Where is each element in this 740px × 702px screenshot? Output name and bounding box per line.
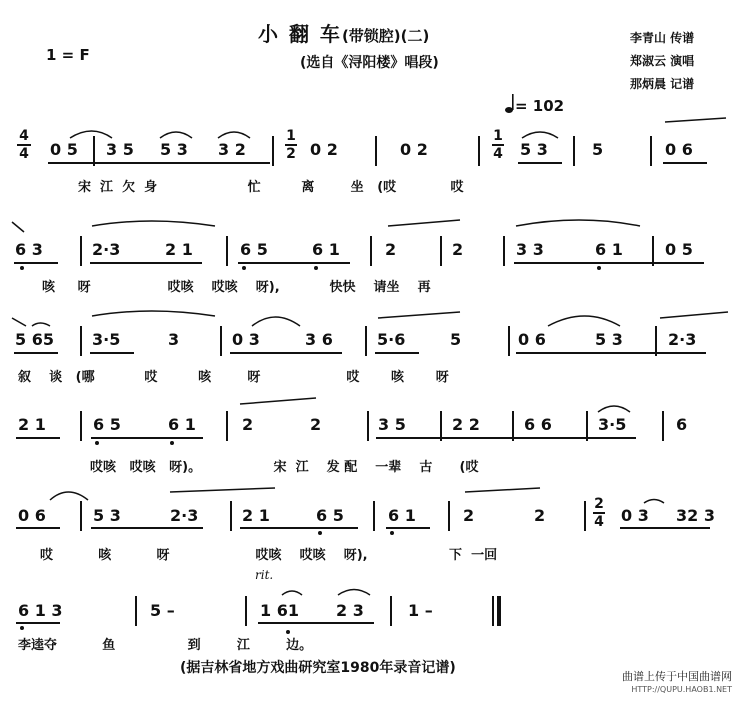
watermark-url: HTTP://QUPU.HAOB1.NET	[631, 685, 732, 694]
note-group: 3 5	[106, 140, 134, 159]
slur	[92, 311, 215, 316]
lyrics-line: 咳 呀 哎咳 哎咳 呀), 快快 请坐 再	[42, 280, 431, 295]
note-group: 0 6	[18, 506, 46, 525]
slur	[92, 221, 215, 226]
note-group: 3 5	[378, 415, 406, 434]
note-group: 2·3	[668, 330, 697, 349]
lyrics-line: 宋 江 欠 身 忙 离 坐 (哎 哎	[78, 180, 464, 195]
slur	[252, 317, 300, 326]
time-signature: 4 4	[17, 129, 31, 161]
note-group: 6 1	[595, 240, 623, 259]
tie	[378, 312, 460, 318]
slur	[548, 316, 620, 326]
slur	[160, 132, 192, 138]
note-group: 3 2	[218, 140, 246, 159]
slur	[282, 591, 302, 595]
note-group: 2	[534, 506, 546, 525]
tempo-rit: rit.	[255, 568, 274, 582]
credit-line: 郑淑云 演唱	[630, 54, 695, 68]
time-signature: 2 4	[594, 496, 604, 530]
note-group: 2 1	[165, 240, 193, 259]
tie	[12, 318, 26, 326]
lyrics-line: 叙 谈 (哪 哎 咳 呀 哎 咳 呀	[18, 370, 449, 385]
note-group: 2	[310, 415, 322, 434]
note-group: 0 5	[665, 240, 693, 259]
note-group: 2·3	[92, 240, 121, 259]
subtitle: (选自《浔阳楼》唱段)	[300, 55, 439, 71]
note-group: 5 3	[520, 140, 548, 159]
note-group: 0 2	[310, 140, 338, 159]
note-group: 6 5	[93, 415, 121, 434]
note-group: 5	[592, 140, 604, 159]
slur	[32, 323, 50, 326]
tie	[388, 220, 460, 226]
credit-line: 那炳晨 记谱	[630, 77, 695, 91]
note-group: 6 3	[15, 240, 43, 259]
credit-line: 李青山 传谱	[630, 31, 695, 45]
note-group: 0 6	[518, 330, 546, 349]
lyrics-line: 李逵夺 鱼 到 江 边。	[18, 638, 313, 653]
note-group: 5 3	[93, 506, 121, 525]
slur	[644, 500, 664, 504]
note-group: 0 6	[665, 140, 693, 159]
note-group: 1 61	[260, 601, 299, 620]
source-note: (据吉林省地方戏曲研究室1980年录音记谱)	[180, 660, 456, 676]
time-signature: 1 2	[286, 128, 296, 162]
note-group: 6 5	[316, 506, 344, 525]
watermark-text: 曲谱上传于中国曲谱网	[622, 670, 732, 683]
watermark	[622, 670, 732, 696]
note-group: 5 3	[595, 330, 623, 349]
time-signature: 1 4	[493, 128, 503, 162]
note-group: 3·5	[598, 415, 627, 434]
note-group: 2 1	[242, 506, 270, 525]
note-group: 2	[463, 506, 475, 525]
note-group: 6	[676, 415, 688, 434]
lyrics-line: 哎 咳 呀 哎咳 哎咳 呀), 下 一回	[40, 548, 498, 563]
note-group: 5 3	[160, 140, 188, 159]
slur	[218, 132, 250, 138]
note-group: 6 6	[524, 415, 552, 434]
tie	[465, 488, 540, 492]
tie	[660, 312, 728, 318]
note-group: 6 5	[240, 240, 268, 259]
note-group: 2	[242, 415, 254, 434]
note-group: 2 2	[452, 415, 480, 434]
note-group: 3·5	[92, 330, 121, 349]
note-group: 3 3	[516, 240, 544, 259]
note-group: 0 3	[621, 506, 649, 525]
note-group: 5 65	[15, 330, 54, 349]
note-group: 5	[450, 330, 462, 349]
tie	[665, 118, 726, 122]
title-suffix: (带锁腔)(二)	[341, 27, 430, 45]
note-group: 0 2	[400, 140, 428, 159]
note-group: 2 1	[18, 415, 46, 434]
lyrics-line: 哎咳 哎咳 呀)。 宋 江 发 配 一辈 古 (哎	[90, 460, 479, 475]
slur	[516, 220, 640, 226]
slur	[598, 406, 630, 412]
slur	[338, 590, 370, 596]
note-group: 2·3	[170, 506, 199, 525]
note-group: 6 1 3	[18, 601, 63, 620]
tie	[170, 488, 275, 492]
tie	[240, 398, 316, 404]
note-group: 32 3	[676, 506, 715, 525]
slur	[70, 131, 112, 138]
note-group: 3	[168, 330, 180, 349]
slur	[522, 132, 558, 138]
key-signature: 1 = F	[46, 46, 90, 64]
note-group: 3 6	[305, 330, 333, 349]
note-group: 1 –	[408, 601, 433, 620]
note-group: 2	[452, 240, 464, 259]
slur	[50, 492, 88, 500]
tie	[12, 222, 24, 232]
note-group: 5 –	[150, 601, 175, 620]
note-group: 2	[385, 240, 397, 259]
note-group: 2 3	[336, 601, 364, 620]
note-group: 6 1	[312, 240, 340, 259]
tempo-value: = 102	[515, 97, 565, 115]
note-group: 0 3	[232, 330, 260, 349]
title-text: 小 翻 车	[258, 22, 342, 46]
note-group: 6 1	[168, 415, 196, 434]
note-group: 6 1	[388, 506, 416, 525]
note-group: 5·6	[377, 330, 406, 349]
note-group: 0 5	[50, 140, 78, 159]
